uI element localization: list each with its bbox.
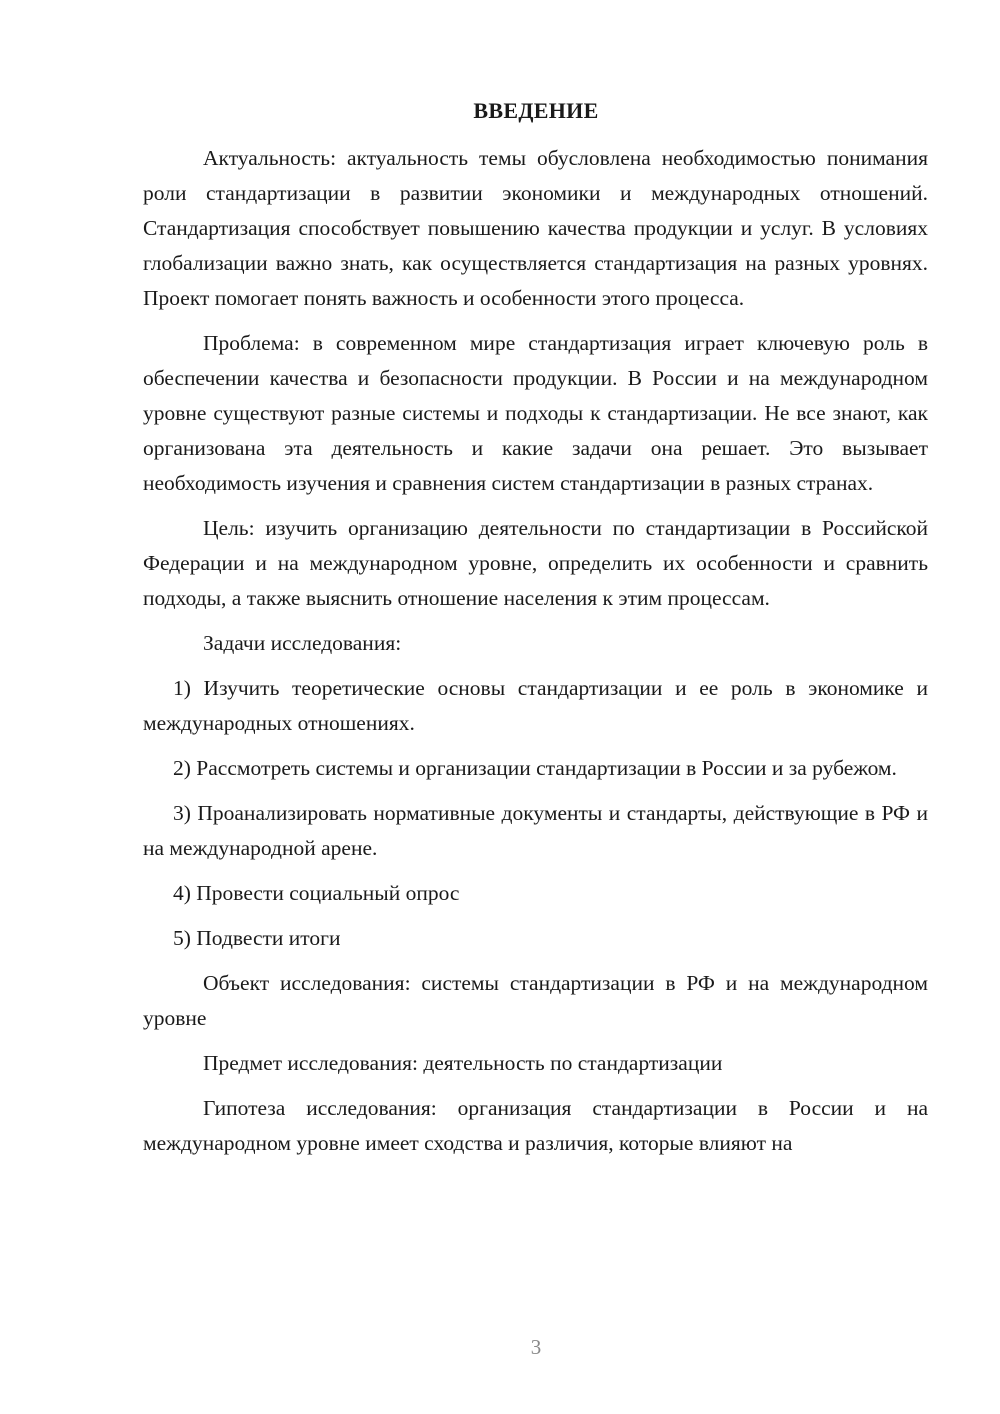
paragraph-object: Объект исследования: системы стандартизации в РФ и на международном уровне (143, 971, 928, 1030)
page-number: 3 (530, 1335, 542, 1359)
task-item-5: 5) Подвести итоги (173, 926, 341, 950)
task-item-4: 4) Провести социальный опрос (173, 881, 460, 905)
paragraph-goal: Цель: изучить организацию деятельности по стандартизации в Российской Федерации и на международном уровне, определить их особенности и сравнить подходы, а также выяснить отношение населения к этим процессам. (143, 516, 928, 610)
paragraph-hypothesis: Гипотеза исследования: организация стандартизации в России и на международном уровне имеет сходства и различия, которые влияют на (143, 1096, 928, 1155)
task-item-3: 3) Проанализировать нормативные документы и стандарты, действующие в РФ и на международной арене. (143, 801, 928, 860)
tasks-heading: Задачи исследования: (203, 631, 402, 655)
task-item-1: 1) Изучить теоретические основы стандартизации и ее роль в экономике и международных отношениях. (143, 676, 928, 735)
paragraph-problem: Проблема: в современном мире стандартизация играет ключевую роль в обеспечении качества и безопасности продукции. В России и на международном уровне существуют разные системы и подходы к стандартизации. Не все знают, как организована эта деятельность и какие задачи она решает. Это вызывает необходимость изучения и сравнения систем стандартизации в разных странах. (143, 331, 928, 495)
page-title: ВВЕДЕНИЕ (473, 98, 599, 123)
paragraph-relevance: Актуальность: актуальность темы обусловлена необходимостью понимания роли стандартизации в развитии экономики и международных отношений. Стандартизация способствует повышению качества продукции и услуг. В условиях глобализации важно знать, как осуществляется стандартизация на разных уровнях. Проект помогает понять важность и особенности этого процесса. (143, 146, 928, 310)
document-body (143, 141, 928, 1171)
paragraph-subject: Предмет исследования: деятельность по стандартизации (203, 1051, 723, 1075)
task-item-2: 2) Рассмотреть системы и организации стандартизации в России и за рубежом. (173, 756, 897, 780)
